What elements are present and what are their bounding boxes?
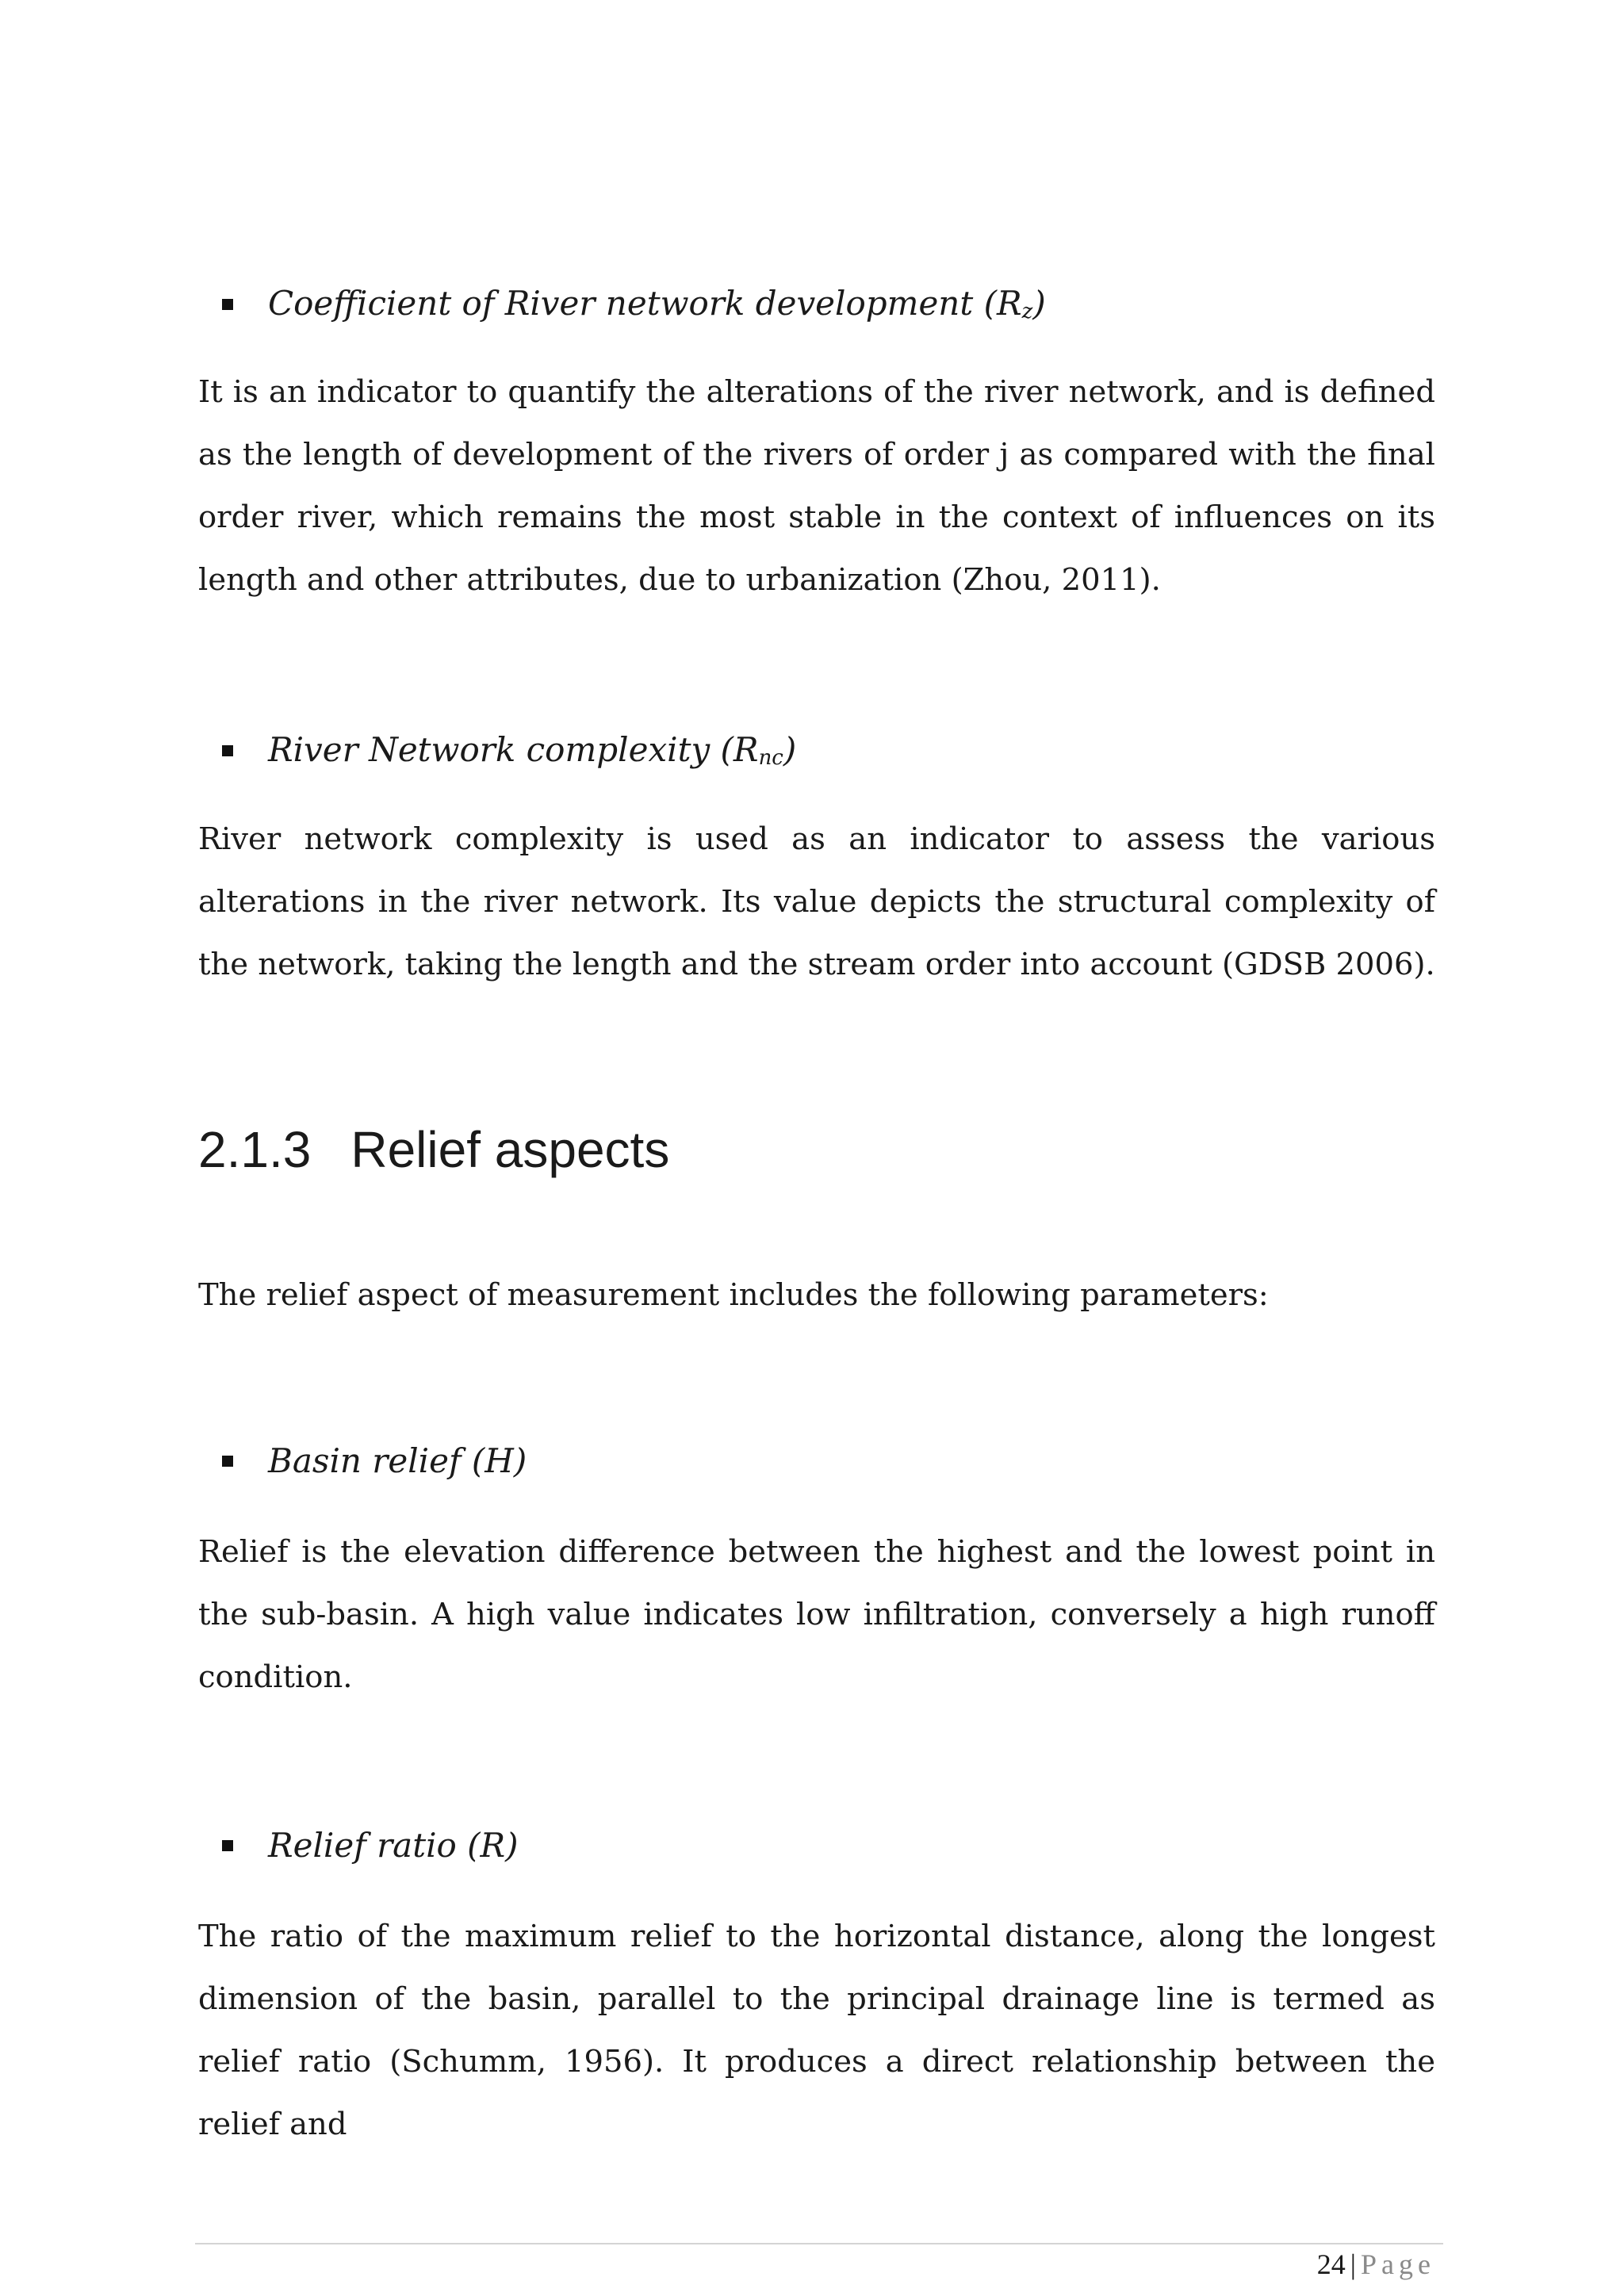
subheading-text: River Network complexity (R: [268, 730, 759, 769]
paragraph-river-network-complexity: River network complexity is used as an indicator to assess the various alterations in the river network. Its value depicts the structural complexity of the network, taking the length and the stream order into account (GDSB 2006).: [198, 821, 1435, 982]
subheading-text: Basin relief (H): [268, 1441, 527, 1480]
page-number: 24: [1316, 2248, 1346, 2280]
subheading-relief-ratio: [268, 1826, 519, 1865]
subheading-basin-relief: [268, 1441, 527, 1480]
subheading-close: ): [783, 730, 797, 769]
paragraph-river-network-development: It is an indicator to quantify the alterations of the river network, and is defined as the length of development of the rivers of order j as compared with the final order river, which remains the most stable in the context of influences on its length and other attributes, due to urbanization (Zhou, 2011).: [198, 374, 1435, 598]
section-number: 2.1.3: [198, 1121, 312, 1178]
section-title: Relief aspects: [350, 1121, 670, 1178]
subheading-river-network-complexity: [268, 730, 797, 770]
square-bullet-icon: [222, 1840, 233, 1851]
square-bullet-icon: [222, 745, 233, 756]
subscript-z: z: [1021, 300, 1033, 323]
page-label: Page: [1361, 2248, 1435, 2280]
subheading-text: Coefficient of River network development (R: [268, 284, 1022, 323]
subheading-text: Relief ratio (R): [268, 1826, 519, 1865]
square-bullet-icon: [222, 1456, 233, 1467]
page-footer: [1317, 2250, 1435, 2279]
subheading-close: ): [1032, 284, 1046, 323]
subheading-river-network-development: [268, 284, 1046, 323]
square-bullet-icon: [222, 299, 233, 310]
section-heading-relief-aspects: [198, 1121, 670, 1178]
paragraph-basin-relief: Relief is the elevation difference between the highest and the lowest point in the sub-basin. A high value indicates low infiltration, conversely a high runoff condition.: [198, 1534, 1435, 1695]
paragraph-relief-intro: The relief aspect of measurement includes the following parameters:: [198, 1277, 1269, 1313]
footer-divider: [195, 2243, 1443, 2244]
subscript-nc: nc: [758, 746, 783, 770]
paragraph-relief-ratio: The ratio of the maximum relief to the horizontal distance, along the longest dimension of the basin, parallel to the principal drainage line is termed as relief ratio (Schumm, 1956). It produces a direct relationship between the relief and: [198, 1919, 1435, 2142]
footer-separator: |: [1350, 2248, 1357, 2280]
